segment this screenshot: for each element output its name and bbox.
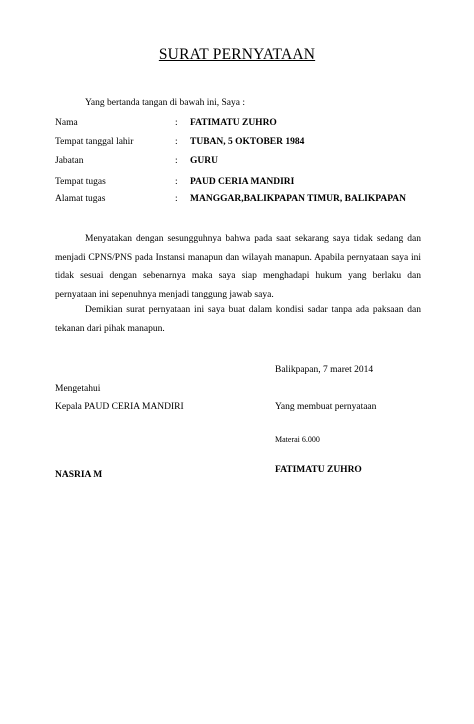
identity-value: MANGGAR,BALIKPAPAN TIMUR, BALIKPAPAN (190, 194, 407, 204)
identity-colon: : (175, 177, 178, 187)
declarant-name: FATIMATU ZUHRO (275, 465, 362, 475)
identity-label: Jabatan (55, 156, 84, 166)
statement-paragraph: Menyatakan dengan sesungguhnya bahwa pada saat sekarang saya tidak sedang dan menjadi CPNS/PNS pada Instansi manapun dan wilayah manapun. Apabila pernyataan saya ini tidak sesuai dengan sebenarnya maka saya siap menghadapi hukum yang berlaku dan pernyataan ini sepenuhnya menjadi tanggung jawab saya. (55, 234, 421, 300)
identity-value: FATIMATU ZUHRO (190, 118, 277, 128)
document-title: SURAT PERNYATAAN (158, 46, 316, 63)
closing-paragraph: Demikian surat pernyataan ini saya buat dalam kondisi sadar tanpa ada paksaan dan tekanan dari pihak manapun. (55, 305, 421, 334)
identity-colon: : (175, 156, 178, 166)
identity-label: Alamat tugas (55, 194, 106, 204)
intro-text: Yang bertanda tangan di bawah ini, Saya : (85, 98, 245, 108)
identity-label: Tempat tanggal lahir (55, 137, 134, 147)
identity-value: GURU (190, 156, 218, 166)
place-date: Balikpapan, 7 maret 2014 (275, 365, 374, 375)
identity-colon: : (175, 137, 178, 147)
identity-value: PAUD CERIA MANDIRI (190, 177, 295, 187)
identity-label: Nama (55, 118, 78, 128)
principal-name: NASRIA M (55, 470, 103, 480)
principal-role: Kepala PAUD CERIA MANDIRI (55, 402, 184, 412)
acknowledged-heading: Mengetahui (55, 384, 101, 394)
identity-value: TUBAN, 5 OKTOBER 1984 (190, 137, 305, 147)
identity-label: Tempat tugas (55, 177, 106, 187)
identity-colon: : (175, 194, 178, 204)
declarant-role: Yang membuat pernyataan (275, 402, 377, 412)
stamp-duty-note: Materai 6.000 (275, 435, 320, 444)
identity-colon: : (175, 118, 178, 128)
